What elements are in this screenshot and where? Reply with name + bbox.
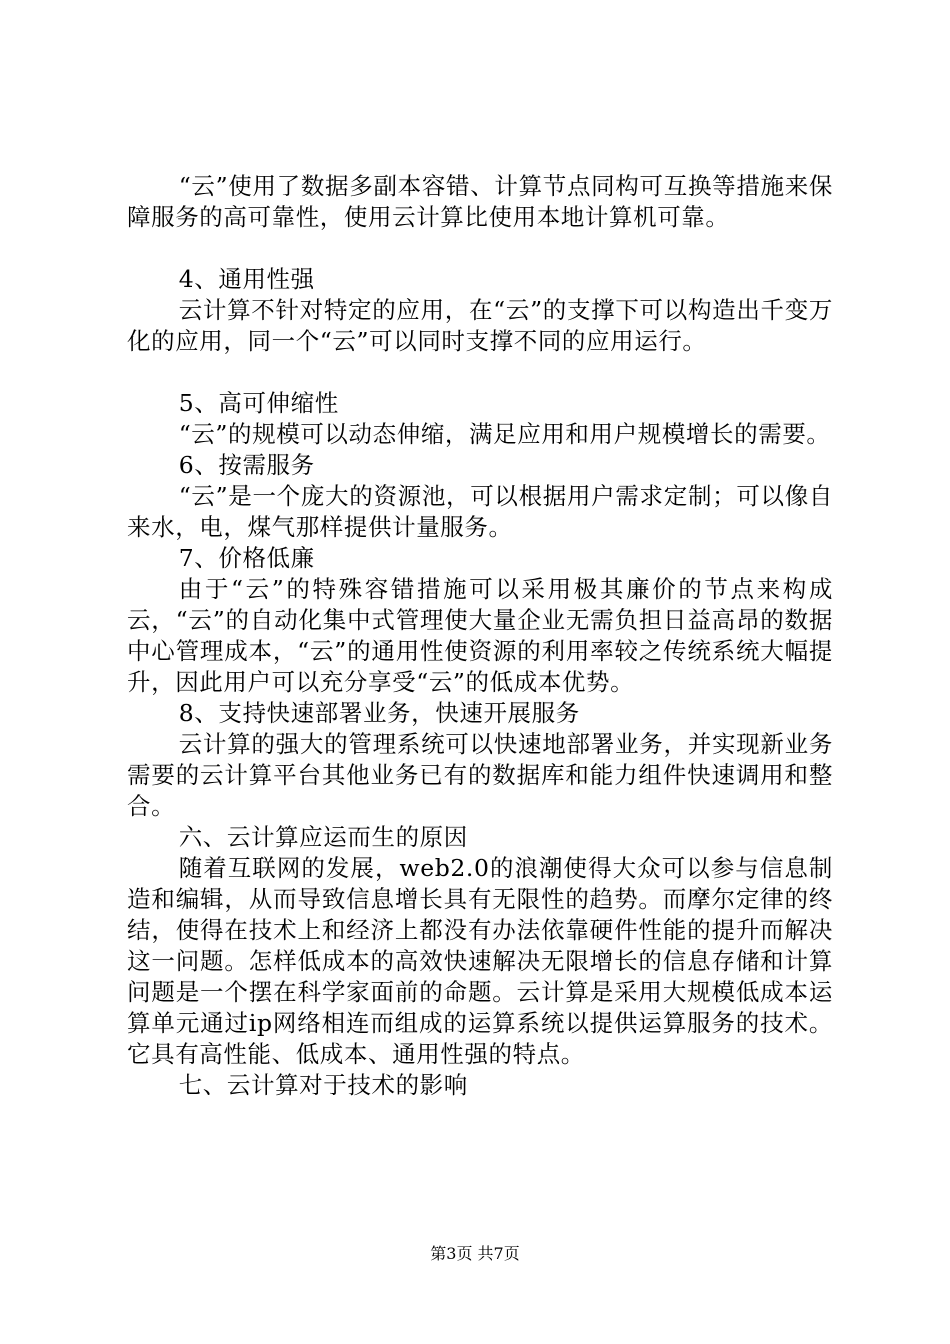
body-paragraph: 由于“云”的特殊容错措施可以采用极其廉价的节点来构成云，“云”的自动化集中式管理使大量企业无需负担日益高昂的数据中心管理成本，“云”的通用性使资源的利用率较之传统系统大幅提升，因此用户可以充分享受“云”的低成本优势。 (127, 575, 833, 696)
page-number-footer: 第3页 共7页 (430, 1244, 520, 1263)
section-heading: 4、通用性强 (178, 265, 315, 293)
body-paragraph: 随着互联网的发展，web2.0的浪潮使得大众可以参与信息制造和编辑，从而导致信息增长具有无限性的趋势。而摩尔定律的终结，使得在技术上和经济上都没有办法依靠硬件性能的提升而解决这一问题。怎样低成本的高效快速解决无限增长的信息存储和计算问题是一个摆在科学家面前的命题。云计算是采用大规模低成本运算单元通过ip网络相连而组成的运算系统以提供运算服务的技术。它具有高性能、低成本、通用性强的特点。 (127, 854, 833, 1068)
section-heading: 六、云计算应运而生的原因 (178, 823, 468, 851)
section-heading: 七、云计算对于技术的影响 (178, 1071, 468, 1099)
section-heading: 5、高可伸缩性 (178, 389, 339, 417)
section-heading: 8、支持快速部署业务，快速开展服务 (178, 699, 580, 727)
body-paragraph: “云”是一个庞大的资源池，可以根据用户需求定制；可以像自来水，电，煤气那样提供计量服务。 (127, 482, 833, 541)
section-heading: 7、价格低廉 (178, 544, 315, 572)
body-paragraph: 云计算的强大的管理系统可以快速地部署业务，并实现新业务需要的云计算平台其他业务已有的数据库和能力组件快速调用和整合。 (127, 730, 833, 820)
section-heading: 6、按需服务 (178, 451, 315, 479)
body-paragraph: 云计算不针对特定的应用，在“云”的支撑下可以构造出千变万化的应用，同一个“云”可以同时支撑不同的应用运行。 (127, 296, 833, 355)
body-paragraph: “云”使用了数据多副本容错、计算节点同构可互换等措施来保障服务的高可靠性，使用云计算比使用本地计算机可靠。 (127, 172, 833, 231)
body-paragraph: “云”的规模可以动态伸缩，满足应用和用户规模增长的需要。 (178, 420, 831, 448)
document-body (127, 171, 833, 1101)
